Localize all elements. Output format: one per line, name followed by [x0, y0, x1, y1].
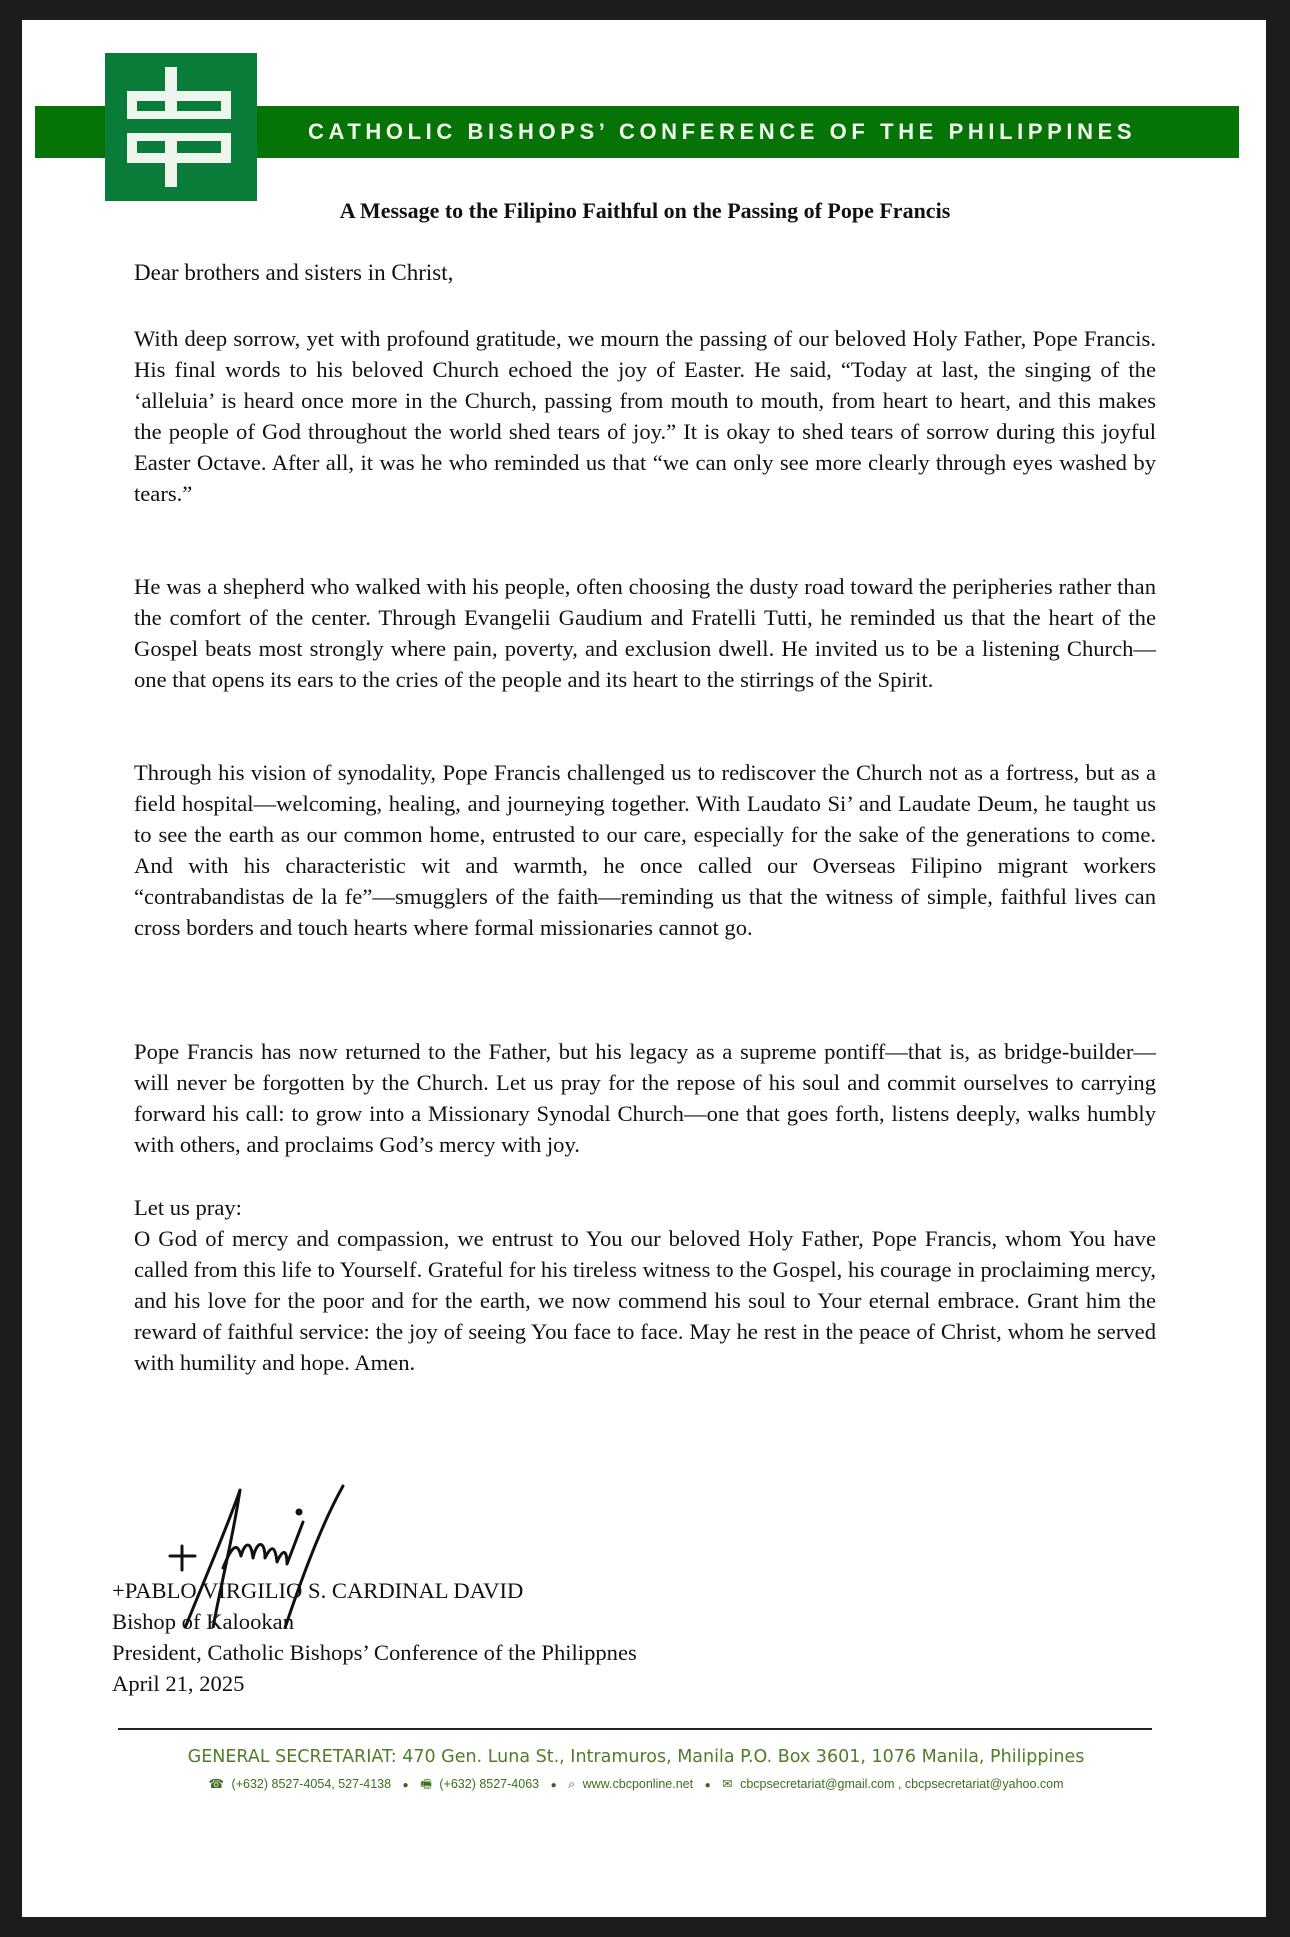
prayer-text: O God of mercy and compassion, we entrust to You our beloved Holy Father, Pope Francis, whom You have called from this life to Yourself. Grateful for his tireless witness to the Gospel, his courage in proclaiming mercy, and his love for the poor and for the earth, we now commend his soul to Your eternal embrace. Grant him the reward of faithful service: the joy of seeing You face to face. May he rest in the peace of Christ, whom he served with humility and hope. Amen.: [134, 1226, 1156, 1375]
paragraph-3: Through his vision of synodality, Pope Francis challenged us to rediscover the Church not as a fortress, but as a field hospital—welcoming, healing, and journeying together. With Laudato Si’ and Laudate Deum, he taught us to see the earth as our common home, entrusted to our care, especially for the sake of the generations to come. And with his characteristic wit and warmth, he once called our Overseas Filipino migrant workers “contrabandistas de la fe”—smugglers of the faith—reminding us that the witness of simple, faithful lives can cross borders and touch hearts where formal missionaries cannot go.: [134, 760, 1156, 940]
cbcp-logo: [105, 53, 257, 201]
letter-date: April 21, 2025: [112, 1671, 245, 1696]
website-link[interactable]: www.cbcponline.net: [582, 1777, 694, 1791]
mailbox-icon: ✉: [722, 1777, 733, 1791]
telephone-icon: ☎: [208, 1777, 225, 1791]
footer-contact: [116, 1775, 1156, 1796]
footer-address: GENERAL SECRETARIAT: 470 Gen. Luna St., Intramuros, Manila P.O. Box 3601, 1076 Manila, Philippines: [187, 1747, 1085, 1767]
phone-number: (+632) 8527-4054, 527-4138: [231, 1777, 392, 1791]
organization-name: CATHOLIC BISHOPS’ CONFERENCE OF THE PHILIPPINES: [308, 119, 1137, 144]
mouse-icon: ⌕: [568, 1777, 576, 1791]
signatory-block: [112, 1575, 637, 1699]
signatory-role: Bishop of Kalookan: [112, 1609, 294, 1634]
paragraph-1: With deep sorrow, yet with profound gratitude, we mourn the passing of our beloved Holy Father, Pope Francis. His final words to his beloved Church echoed the joy of Easter. He said, “Today at last, the singing of the ‘alleluia’ is heard once more in the Church, passing from mouth to mouth, from heart to heart, and this makes the people of God throughout the world shed tears of joy.” It is okay to shed tears of sorrow during this joyful Easter Octave. After all, it was he who reminded us that “we can only see more clearly through eyes washed by tears.”: [134, 326, 1156, 506]
cbcp-logo-icon: [105, 53, 257, 201]
prayer-intro: Let us pray:: [134, 1195, 242, 1220]
fax-icon: 🖷: [420, 1777, 432, 1791]
separator-dot: ●: [704, 1780, 711, 1791]
letter-title: A Message to the Filipino Faithful on the Passing of Pope Francis: [339, 198, 951, 223]
salutation: Dear brothers and sisters in Christ,: [134, 260, 454, 285]
footer-divider: [118, 1728, 1152, 1730]
prayer-section: [134, 1192, 1156, 1378]
signatory-position: President, Catholic Bishops’ Conference of the Philippnes: [112, 1640, 637, 1665]
separator-dot: ●: [550, 1780, 557, 1791]
paragraph-2: He was a shepherd who walked with his people, often choosing the dusty road toward the peripheries rather than the comfort of the center. Through Evangelii Gaudium and Fratelli Tutti, he reminded us that the heart of the Gospel beats most strongly where pain, poverty, and exclusion dwell. He invited us to be a listening Church—one that opens its ears to the cries of the people and its heart to the stirrings of the Spirit.: [134, 574, 1156, 692]
email-links[interactable]: cbcpsecretariat@gmail.com , cbcpsecretariat@yahoo.com: [740, 1777, 1064, 1791]
paragraph-4: Pope Francis has now returned to the Father, but his legacy as a supreme pontiff—that is, as bridge-builder—will never be forgotten by the Church. Let us pray for the repose of his soul and commit ourselves to carrying forward his call: to grow into a Missionary Synodal Church—one that goes forth, listens deeply, walks humbly with others, and proclaims God’s mercy with joy.: [134, 1039, 1156, 1157]
signatory-name: +PABLO VIRGILIO S. CARDINAL DAVID: [112, 1578, 524, 1603]
separator-dot: ●: [402, 1780, 409, 1791]
fax-number: (+632) 8527-4063: [439, 1777, 540, 1791]
